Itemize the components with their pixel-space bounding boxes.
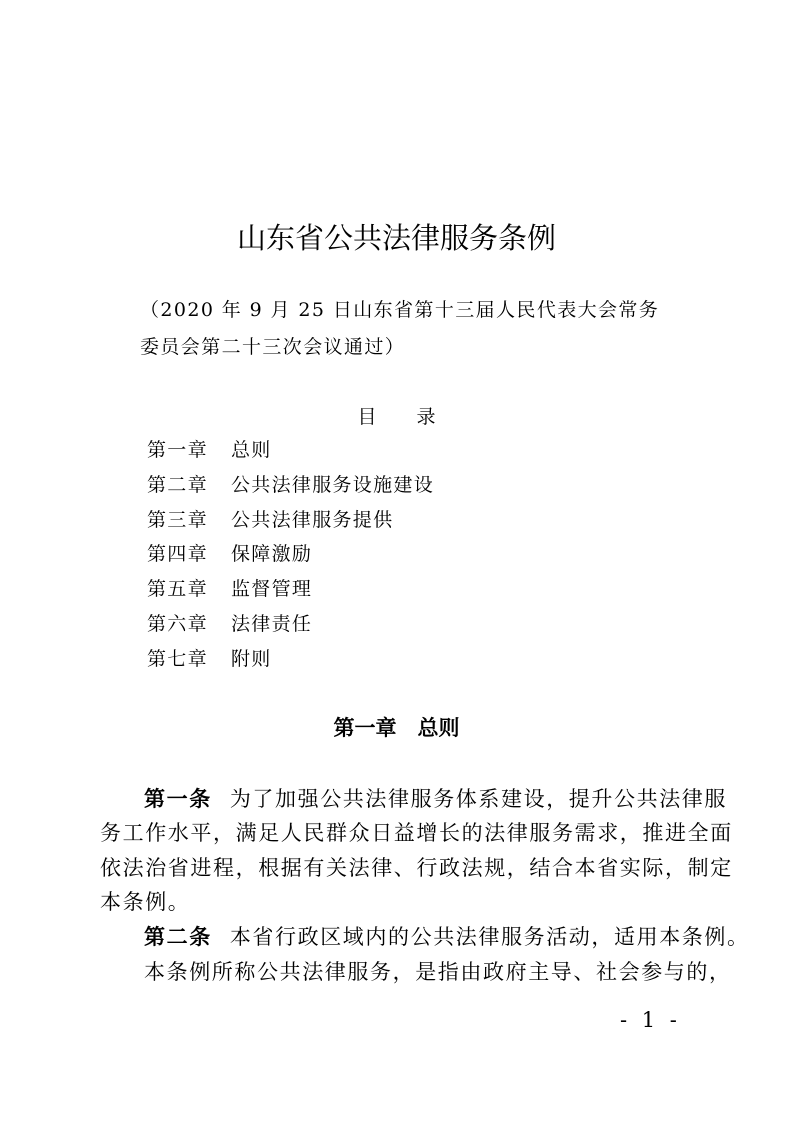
toc-item: [147, 507, 393, 533]
toc-item: [147, 472, 434, 498]
article-2-line-2: [100, 957, 732, 987]
article-1-line-3: 依法治省进程，根据有关法律、行政法规，结合本省实际，制定: [100, 856, 733, 880]
article-1-line-1: [100, 784, 728, 814]
toc-item: [147, 576, 312, 602]
page-number: - 1 -: [620, 1008, 681, 1032]
toc-item-title: 法律责任: [231, 613, 313, 635]
toc-item-chapter: 第四章: [147, 543, 208, 565]
toc-item: [147, 611, 312, 637]
adoption-note-line-1: （2020 年 9 月 25 日山东省第十三届人民代表大会常务: [140, 299, 660, 321]
toc-item-chapter: 第三章: [147, 509, 208, 531]
toc-item-title: 附则: [231, 648, 272, 670]
article-2-text-2: 本条例所称公共法律服务，是指由政府主导、社会参与的，: [144, 960, 732, 984]
chapter-heading: 第一章 总则: [333, 716, 460, 740]
toc-item-title: 公共法律服务设施建设: [231, 474, 435, 496]
toc-title-char-1: 目: [357, 406, 377, 428]
document-title: 山东省公共法律服务条例: [236, 221, 556, 255]
toc-title-char-2: 录: [416, 406, 436, 428]
toc-item-title: 保障激励: [231, 543, 313, 565]
article-1-text-1: 为了加强公共法律服务体系建设，提升公共法律服: [229, 787, 728, 811]
toc-item-chapter: 第七章: [147, 648, 208, 670]
article-2-label: 第二条: [144, 925, 212, 949]
article-1-line-4: 本条例。: [100, 890, 191, 914]
article-1-label: 第一条: [144, 787, 212, 811]
toc-item: [147, 646, 272, 672]
toc-title: [0, 404, 793, 430]
toc-item-chapter: 第五章: [147, 578, 208, 600]
toc-item: [147, 541, 312, 567]
toc-item-title: 公共法律服务提供: [231, 509, 394, 531]
toc-item-title: 监督管理: [231, 578, 313, 600]
adoption-note-line-2: 委员会第二十三次会议通过）: [140, 336, 406, 358]
toc-item-title: 总则: [231, 439, 272, 461]
toc-item-chapter: 第一章: [147, 439, 208, 461]
toc-item-chapter: 第二章: [147, 474, 208, 496]
article-2-text-1: 本省行政区域内的公共法律服务活动，适用本条例。: [229, 925, 750, 949]
article-1-line-2: 务工作水平，满足人民群众日益增长的法律服务需求，推进全面: [100, 821, 733, 845]
toc-item: [147, 437, 272, 463]
toc-item-chapter: 第六章: [147, 613, 208, 635]
article-2-line-1: [100, 922, 750, 952]
